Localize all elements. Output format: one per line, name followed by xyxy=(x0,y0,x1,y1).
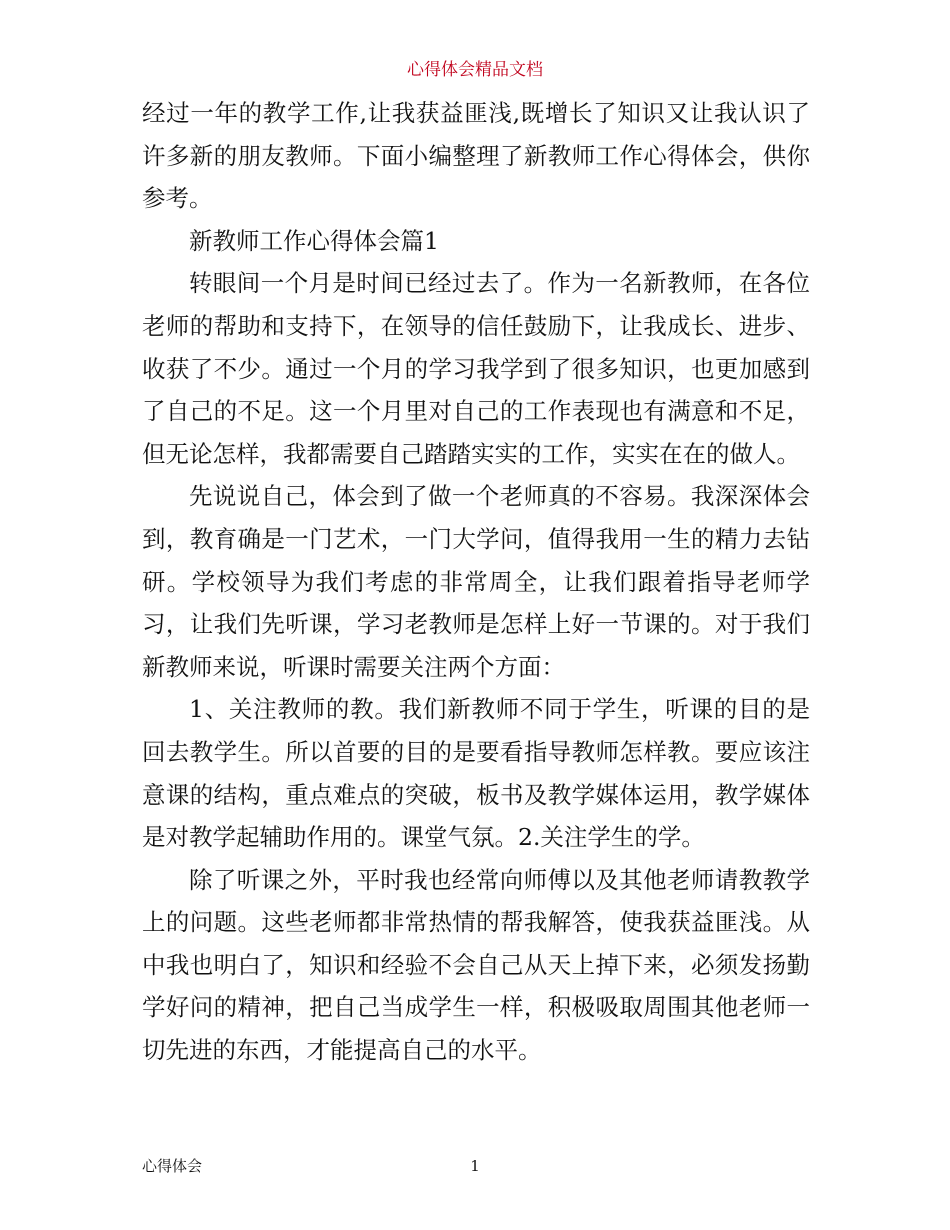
body-paragraph: 除了听课之外，平时我也经常向师傅以及其他老师请教教学上的问题。这些老师都非常热情的帮我解答，使我获益匪浅。从中我也明白了，知识和经验不会自己从天上掉下来，必须发扬勤学好问的精神，把自己当成学生一样，积极吸取周围其他老师一切先进的东西，才能提高自己的水平。 xyxy=(142,865,810,1065)
body-paragraph: 转眼间一个月是时间已经过去了。作为一名新教师，在各位老师的帮助和支持下，在领导的信任鼓励下，让我成长、进步、收获了不少。通过一个月的学习我学到了很多知识，也更加感到了自己的不足。这一个月里对自己的工作表现也有满意和不足，但无论怎样，我都需要自己踏踏实实的工作，实实在在的做人。 xyxy=(142,269,810,468)
section-heading: 新教师工作心得体会篇1 xyxy=(189,226,439,255)
page-header-title: 心得体会精品文档 xyxy=(407,60,543,80)
page-number: 1 xyxy=(470,1157,480,1175)
body-paragraph: 1、关注教师的教。我们新教师不同于学生，听课的目的是回去教学生。所以首要的目的是要看指导教师怎样教。要应该注意课的结构，重点难点的突破，板书及教学媒体运用，教学媒体是对教学起辅助作用的。课堂气氛。2.关注学生的学。 xyxy=(142,695,810,852)
document-body xyxy=(142,92,810,1072)
body-paragraph: 先说说自己，体会到了做一个老师真的不容易。我深深体会到，教育确是一门艺术，一门大学问，值得我用一生的精力去钻研。学校领导为我们考虑的非常周全，让我们跟着指导老师学习，让我们先听课，学习老教师是怎样上好一节课的。对于我们新教师来说，听课时需要关注两个方面： xyxy=(142,482,810,681)
footer-label: 心得体会 xyxy=(142,1157,203,1175)
intro-paragraph: 经过一年的教学工作,让我获益匪浅,既增长了知识又让我认识了许多新的朋友教师。下面小编整理了新教师工作心得体会，供你参考。 xyxy=(142,99,810,213)
